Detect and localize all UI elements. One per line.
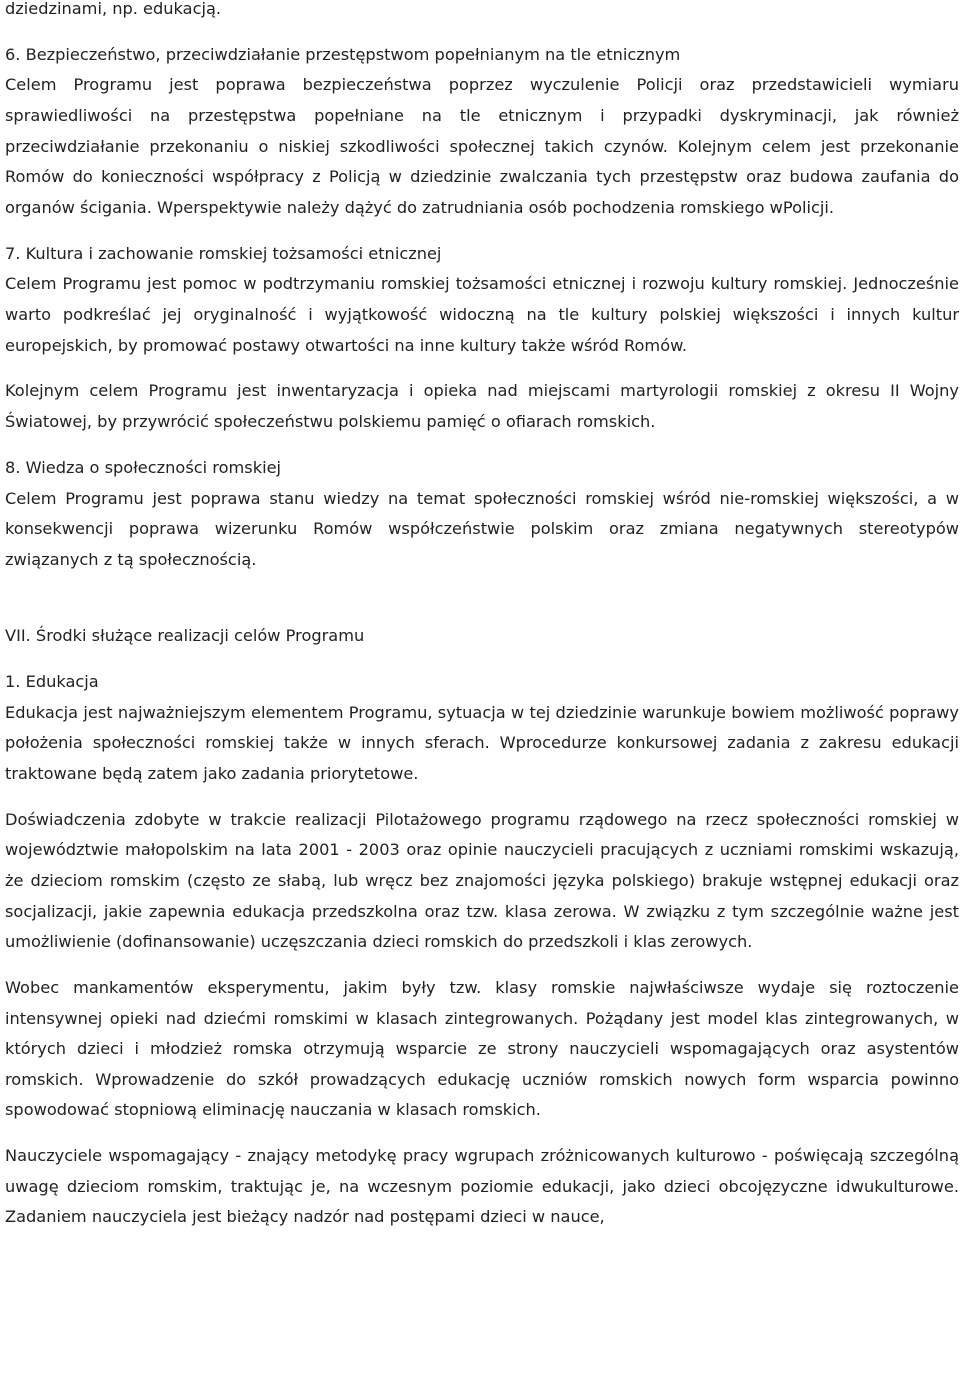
education-paragraph-2: Doświadczenia zdobyte w trakcie realizacji Pilotażowego programu rządowego na rzecz społeczności romskiej w województwie małopolskim na lata 2001 - 2003 oraz opinie nauczycieli pracujących z uczniami romskimi wskazują, że dzieciom romskim (często ze słabą, lub wręcz bez znajomości języka polskiego) brakuje wstępnej edukacji oraz socjalizacji, jakie zapewnia edukacja przedszkolna oraz tzw. klasa zerowa. W związku z tym szczególnie ważne jest umożliwienie (dofinansowanie) uczęszczania dzieci romskich do przedszkoli i klas zerowych. <box>5 809 959 952</box>
section-8-body: Celem Programu jest poprawa stanu wiedzy na temat społeczności romskiej wśród nie-romskiej większości, a w konsekwencji poprawa wizerunku Romów współczeństwie polskim oraz zmiana negatywnych stereotypów związanych z tą społecznością. <box>5 488 959 569</box>
section-7-body-2: Kolejnym celem Programu jest inwentaryzacja i opieka nad miejscami martyrologii romskiej z okresu II Wojny Światowej, by przywrócić społeczeństwu polskiemu pamięć o ofiarach romskich. <box>5 381 959 432</box>
section-7-body: Celem Programu jest pomoc w podtrzymaniu romskiej tożsamości etnicznej i rozwoju kultury romskiej. Jednocześnie warto podkreślać jej oryginalność i wyjątkowość widoczną na tle kultury polskiej większości i innych kultur europejskich, by promować postawy otwartości na inne kultury także wśród Romów. <box>5 274 959 355</box>
intro-tail-text: dziedzinami, np. edukacją. <box>5 0 222 18</box>
section-7-heading: 7. Kultura i zachowanie romskiej tożsamości etnicznej <box>5 243 442 263</box>
section-8-heading: 8. Wiedza o społeczności romskiej <box>5 457 282 477</box>
section-6-heading: 6. Bezpieczeństwo, przeciwdziałanie przestępstwom popełnianym na tle etnicznym <box>5 44 681 64</box>
education-paragraph-3: Wobec mankamentów eksperymentu, jakim były tzw. klasy romskie najwłaściwsze wydaje się roztoczenie intensywnej opieki nad dziećmi romskimi w klasach zintegrowanych. Pożądany jest model klas zintegrowanych, w których dzieci i młodzież romska otrzymują wsparcie ze strony nauczycieli wspomagających oraz asystentów romskich. Wprowadzenie do szkół prowadzących edukację uczniów romskich nowych form wsparcia powinno spowodować stopniową eliminację nauczania w klasach romskich. <box>5 978 959 1120</box>
spacer <box>5 1126 959 1141</box>
spacer <box>5 438 959 453</box>
education-paragraph-1: Edukacja jest najważniejszym elementem Programu, sytuacja w tej dziedzinie warunkuje bowiem możliwość poprawy położenia społeczności romskiej także w innych sferach. Wprocedurze konkursowej zadania z zakresu edukacji traktowane będą zatem jako zadania priorytetowe. <box>5 702 959 783</box>
spacer <box>5 958 959 973</box>
spacer <box>5 361 959 376</box>
section-6-body: Celem Programu jest poprawa bezpieczeństwa poprzez wyczulenie Policji oraz przedstawicieli wymiaru sprawiedliwości na przestępstwa popełniane na tle etnicznym i przypadki dyskryminacji, jak również przeciwdziałanie przekonaniu o niskiej szkodliwości społecznej takich czynów. Kolejnym celem jest przekonanie Romów do konieczności współpracy z Policją w dziedzinie zwalczania tych przestępstw oraz budowa zaufania do organów ścigania. Wperspektywie należy dążyć do zatrudniania osób pochodzenia romskiego wPolicji. <box>5 75 959 217</box>
spacer <box>5 652 959 667</box>
spacer <box>5 223 959 238</box>
spacer <box>5 25 959 40</box>
document-page <box>5 0 959 1233</box>
spacer <box>5 575 959 621</box>
education-heading: 1. Edukacja <box>5 672 99 692</box>
education-paragraph-4: Nauczyciele wspomagający - znający metodykę pracy wgrupach zróżnicowanych kulturowo - poświęcają szczególną uwagę dzieciom romskim, traktując je, na wczesnym poziomie edukacji, jako dzieci obcojęzyczne idwukulturowe. Zadaniem nauczyciela jest bieżący nadzór nad postępami dzieci w nauce, <box>5 1146 959 1227</box>
spacer <box>5 789 959 804</box>
chapter-7-heading: VII. Środki służące realizacji celów Programu <box>5 626 365 646</box>
